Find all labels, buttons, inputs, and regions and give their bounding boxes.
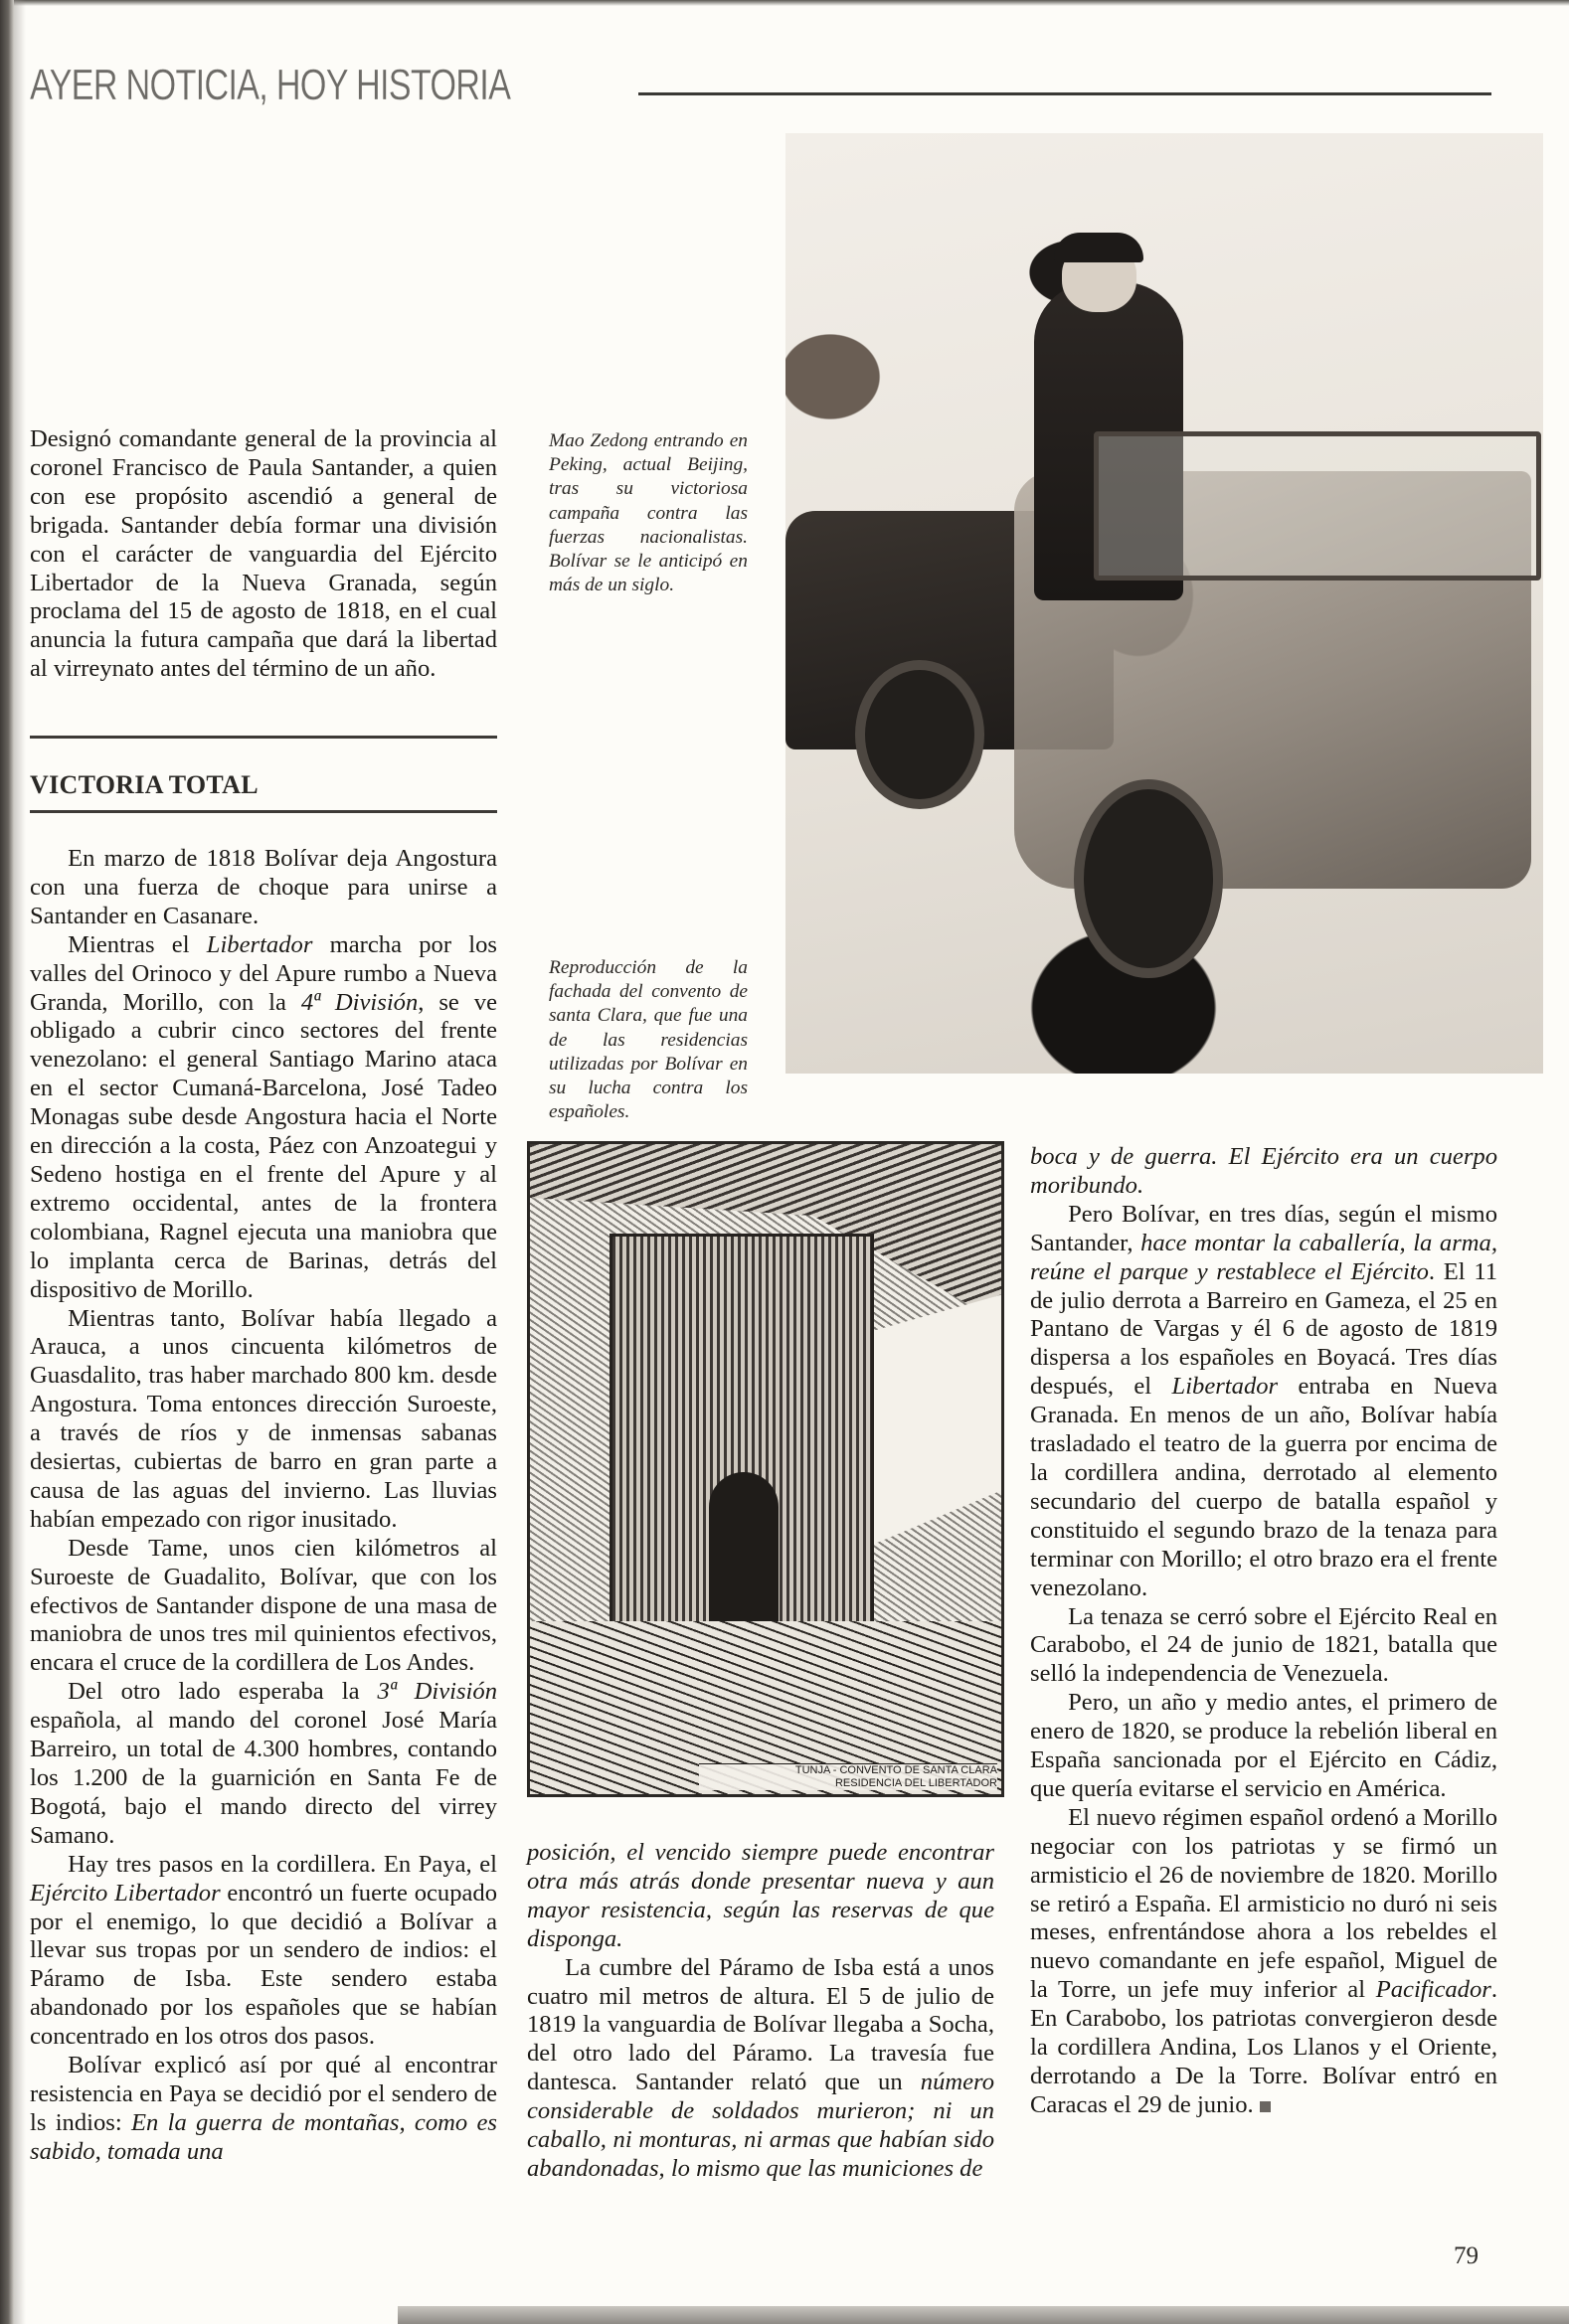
section-rule-top [30, 736, 497, 739]
article-paragraph [30, 1678, 497, 1850]
article-paragraph [527, 1839, 994, 1954]
lede-paragraph [30, 425, 497, 684]
lede-text: Designó comandante general de la provincia al coronel Francisco de Paula Santander, a quien con ese propósito ascendió a general de brigada. Santander debía formar una división con el carácter de vanguardia del Ejército Libertador de la Nueva Granada, según proclama del 15 de agosto de 1818, en el cual anuncia la futura campaña que dará la libertad al virreynato antes del término de un año. [30, 425, 497, 683]
article-paragraph [30, 2052, 497, 2167]
text-run: , se ve obligado a cubrir cinco sectores del frente venezolano: el general Santiago Marino ataca en el sector Cumaná-Barcelona, José Tadeo Monagas sube desde Angostura hacia el Norte en dirección a la costa, Páez con Anzoategui y Sedeno hostiga en el frente del Apure y al extremo occidental, antes de la frontera colombiana, Ragnel ejecuta una maniobra que lo implanta cerca de Barinas, detrás del dispositivo de Morillo. [30, 988, 497, 1303]
text-run: Bolívar explicó así por qué al encontrar resistencia en Paya se decidió por el sendero de ls indios: [30, 2052, 497, 2136]
windshield-frame [1094, 431, 1541, 581]
text-run: La tenaza se cerró sobre el Ejército Real en Carabobo, el 24 de junio de 1821, batalla que selló la independencia de Venezuela. [1030, 1602, 1497, 1688]
italic-run: En la guerra de montañas, como es sabido, tomada una [30, 2108, 497, 2165]
italic-run: Libertador [1171, 1373, 1279, 1401]
text-run: El nuevo régimen español ordenó a Morillo negociar con los patriotas y se firmó un armisticio el 26 de noviembre de 1820. Morillo se retiró a España. El armisticio no duró ni seis meses, enfrentándose ahora a los rebeldes el nuevo comandante en jefe español, Miguel de la Torre, un jefe muy inferior al [1030, 1803, 1497, 2004]
santa-clara-drawing [527, 1141, 1004, 1797]
italic-run: número considerable de soldados murieron; ni un caballo, ni monturas, ni armas que habían sido abandonadas, lo mismo que las municiones de [527, 2069, 994, 2182]
article-column-3 [1030, 1143, 1497, 2120]
article-paragraph [30, 1305, 497, 1535]
section-heading: VICTORIA TOTAL [30, 770, 259, 799]
article-column-1 [30, 845, 497, 2167]
inscription-line-2: RESIDENCIA DEL LIBERTADOR [834, 1777, 997, 1789]
article-paragraph [30, 1535, 497, 1679]
drawing-inscription [699, 1763, 997, 1790]
article-paragraph [30, 1851, 497, 2052]
header-rule [638, 92, 1491, 95]
article-paragraph [1030, 1143, 1497, 1201]
text-run: Mientras tanto, Bolívar había llegado a Arauca, a unos cincuenta kilómetros de Guasdalito, tras haber marchado 800 km. desde Angostura. Toma entonces dirección Suroeste, a través de ríos y de inmensas sabanas desiertas, cubiertas de barro en gran parte a causa de las aguas del invierno. Las lluvias habían empezado con rigor inusitado. [30, 1304, 497, 1533]
text-run: Mientras el [68, 930, 207, 958]
wheel-shape [855, 660, 984, 809]
photo-caption: Mao Zedong entrando en Peking, actual Beijing, tras su victoriosa campaña contra las fuerzas nacionalistas. Bolívar se le anticipó en más de un siglo. [549, 430, 748, 596]
italic-run: 4ª División [300, 988, 419, 1016]
running-header [30, 58, 1491, 107]
text-run: Hay tres pasos en la cordillera. En Paya, el [68, 1850, 497, 1878]
figure-cap [1054, 233, 1143, 262]
mao-jeep-photo [785, 133, 1543, 1074]
end-of-article-mark [1260, 2101, 1271, 2112]
drawing-caption: Reproducción de la fachada del convento de santa Clara, que fue una de las residencias utilizadas por Bolívar en su lucha contra los españoles. [549, 957, 748, 1123]
text-run: . En Carabobo, los patriotas convergieron desde la cordillera Andina, Los Llanos y el Oriente, derrotando a De la Torre. Bolívar entró en Caracas el 29 de junio. [1030, 1976, 1497, 2118]
text-run: marcha por los valles del Orinoco y del Apure rumbo a Nueva Granda, Morillo, con la [30, 930, 497, 1016]
page-top-edge [0, 0, 1569, 6]
text-run: Del otro lado esperaba la [68, 1678, 378, 1706]
inscription-line-1: TUNJA - CONVENTO DE SANTA CLARA [794, 1764, 997, 1776]
text-run: Pero Bolívar, en tres días, según el mismo Santander, [1030, 1200, 1497, 1256]
text-run: La cumbre del Páramo de Isba está a unos cuatro mil metros de altura. El 5 de julio de 1819 la vanguardia de Bolívar llegaba a Socha, del otro lado del Páramo. La travesía fue dantesca. Santander relató que un [527, 1953, 994, 2096]
page-bottom-edge [398, 2306, 1569, 2324]
text-run: encontró un fuerte ocupado por el enemigo, lo que decidió a Bolívar a llevar sus tropas por un sendero de indios: el Páramo de Isba. Este sendero estaba abandonado por los españoles que se habían concentrado en los otros dos pasos. [30, 1879, 498, 2051]
article-column-2 [527, 1839, 994, 2184]
article-paragraph [30, 845, 497, 931]
article-paragraph [1030, 1603, 1497, 1690]
italic-run: hace montar la caballería, la arma, reúne el parque y restablece el Ejército [1030, 1229, 1497, 1285]
article-paragraph [527, 1954, 994, 2184]
text-run: Desde Tame, unos cien kilómetros al Suroeste de Guadalito, Bolívar, que con los efectivos de Santander dispone de una masa de maniobra de unos tres mil quinientos efectivos, encara el cruce de la cordillera de Los Andes. [30, 1534, 497, 1677]
page-number: 79 [1454, 2242, 1479, 2269]
section-title: AYER NOTICIA, HOY HISTORIA [30, 61, 511, 109]
italic-run: 3ª División [377, 1678, 497, 1706]
text-run: Pero, un año y medio antes, el primero de enero de 1820, se produce la rebelión liberal en España sancionada por el Ejército en Cádiz, que quería evitarse el servicio en América. [1030, 1689, 1497, 1802]
italic-run: boca y de guerra. El Ejército era un cuerpo moribundo. [1030, 1143, 1497, 1199]
wheel-shape [1074, 779, 1223, 978]
section-rule-bottom [30, 810, 497, 813]
article-paragraph [1030, 1201, 1497, 1603]
article-paragraph [1030, 1689, 1497, 1804]
text-run: . El 11 de julio derrota a Barreiro en Gameza, el 25 en Pantano de Vargas y él 6 de agosto de 1819 dispersa a los españoles en Boyacá. Tres días después, el [1030, 1257, 1498, 1401]
binding-shadow [14, 0, 26, 2324]
text-run: entraba en Nueva Granada. En menos de un año, Bolívar había trasladado el teatro de la guerra por encima de la cordillera andina, derrotado al elemento secundario del cuerpo de batalla español y constituido el segundo brazo de la tenaza para terminar con Morillo; el otro brazo era el frente venezolano. [1030, 1373, 1497, 1601]
italic-run: Libertador [206, 930, 313, 958]
italic-run: Ejército Libertador [30, 1879, 221, 1907]
article-paragraph [1030, 1804, 1497, 2120]
arched-door [709, 1472, 779, 1621]
italic-run: posición, el vencido siempre puede encontrar otra más atrás donde presentar nueva y aun mayor resistencia, según las reservas de que disponga. [527, 1839, 994, 1952]
text-run: española, al mando del coronel José María Barreiro, un total de 4.300 hombres, contando los 1.200 de la guarnición en Santa Fe de Bogotá, bajo el mando directo del virrey Samano. [30, 1707, 497, 1849]
article-paragraph [30, 931, 497, 1305]
book-binding [0, 0, 14, 2324]
text-run: En marzo de 1818 Bolívar deja Angostura con una fuerza de choque para unirse a Santander en Casanare. [30, 845, 497, 929]
italic-run: Pacificador [1375, 1976, 1491, 2004]
